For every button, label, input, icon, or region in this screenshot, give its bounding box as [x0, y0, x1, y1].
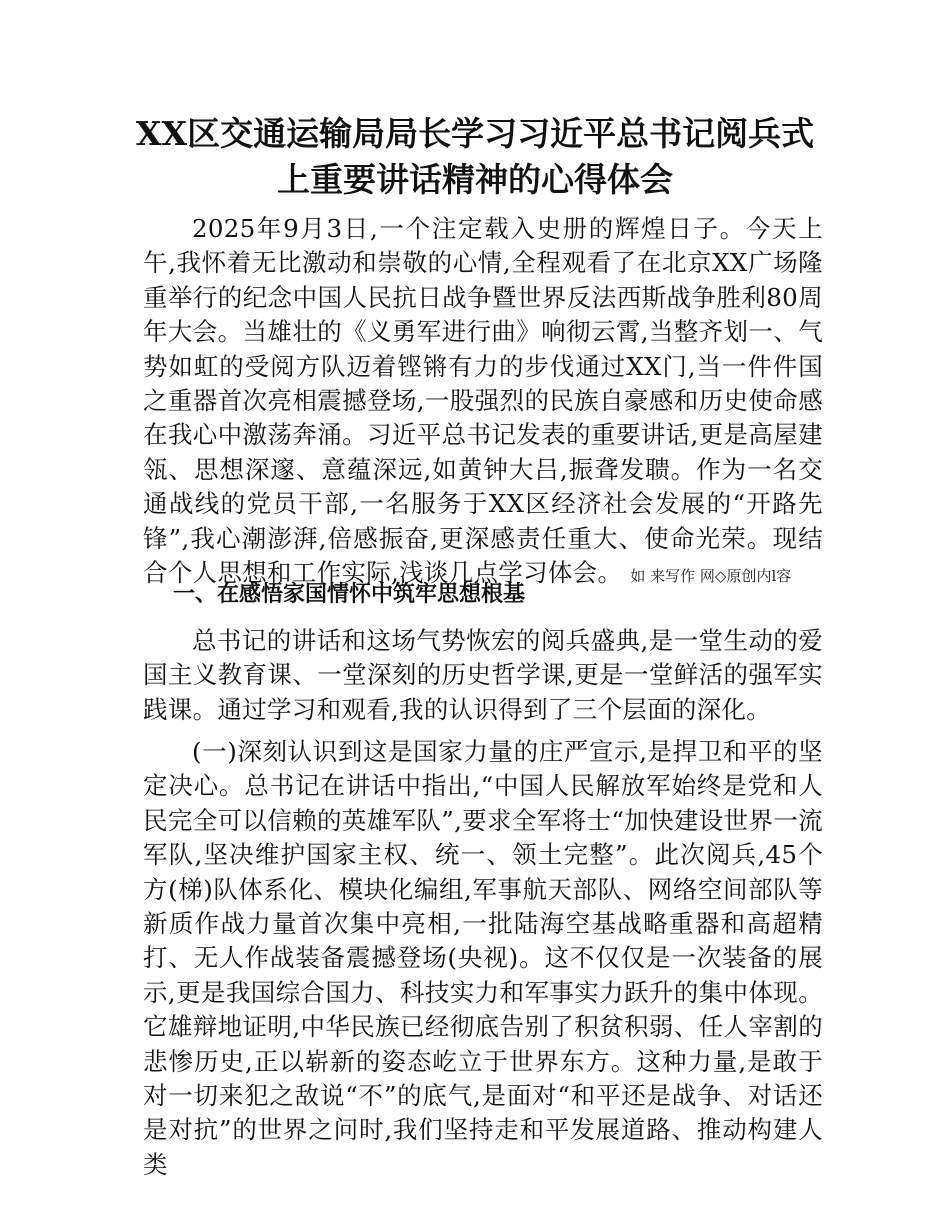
section-1-paragraph: 总书记的讲话和这场气势恢宏的阅兵盛典,是一堂生动的爱国主义教育课、一堂深刻的历史哲学课,更是一堂鲜活的强军实践课。通过学习和观看,我的认识得到了三个层面的深化。: [143, 626, 823, 724]
intro-paragraph-text: 2025年9月3日,一个注定载入史册的辉煌日子。今天上午,我怀着无比激动和崇敬的心情,全程观看了在北京XX广场隆重举行的纪念中国人民抗日战争暨世界反法西斯战争胜利80周年大会。当雄壮的《义勇军进行曲》响彻云霄,当整齐划一、气势如虹的受阅方队迈着铿锵有力的步伐通过XX门,当一件件国之重器首次亮相震撼登场,一股强烈的民族自豪感和历史使命感在我心中激荡奔涌。习近平总书记发表的重要讲话,更是高屋建瓴、思想深邃、意蕴深远,如黄钟大吕,振聋发聩。作为一名交通战线的党员干部,一名服务于XX区经济社会发展的“开路先锋”,我心潮澎湃,倍感振奋,更深感责任重大、使命光荣。现结合个人思想和工作实际,浅谈几点学习体会。: [143, 214, 823, 588]
section-1-heading: 一、在感悟家国情怀中筑牢思想根基: [173, 582, 526, 607]
document-title-line-1: XX区交通运输局局长学习习近平总书记阅兵式: [135, 114, 815, 153]
intro-paragraph: [143, 212, 823, 593]
section-1-1-paragraph: (一)深刻认识到这是国家力量的庄严宣示,是捍卫和平的坚定决心。总书记在讲话中指出,“中国人民解放军始终是党和人民完全可以信赖的英雄军队”,要求全军将士“加快建设世界一流军队,坚决维护国家主权、统一、领土完整”。此次阅兵,45个方(梯)队体系化、模块化编组,军事航天部队、网络空间部队等新质作战力量首次集中亮相,一批陆海空基战略重器和高超精打、无人作战装备震撼登场(央视)。这不仅仅是一次装备的展示,更是我国综合国力、科技实力和军事实力跃升的集中体现。它雄辩地证明,中华民族已经彻底告别了积贫积弱、任人宰割的悲惨历史,正以崭新的姿态屹立于世界东方。这种力量,是敢于对一切来犯之敌说“不”的底气,是面对“和平还是战争、对话还是对抗”的世界之问时,我们坚持走和平发展道路、推动构建人类: [143, 737, 823, 1179]
document-title-line-2: 上重要讲话精神的心得体会: [277, 160, 673, 199]
watermark-text: 如 来写作 网◇原创内l容: [630, 567, 792, 586]
